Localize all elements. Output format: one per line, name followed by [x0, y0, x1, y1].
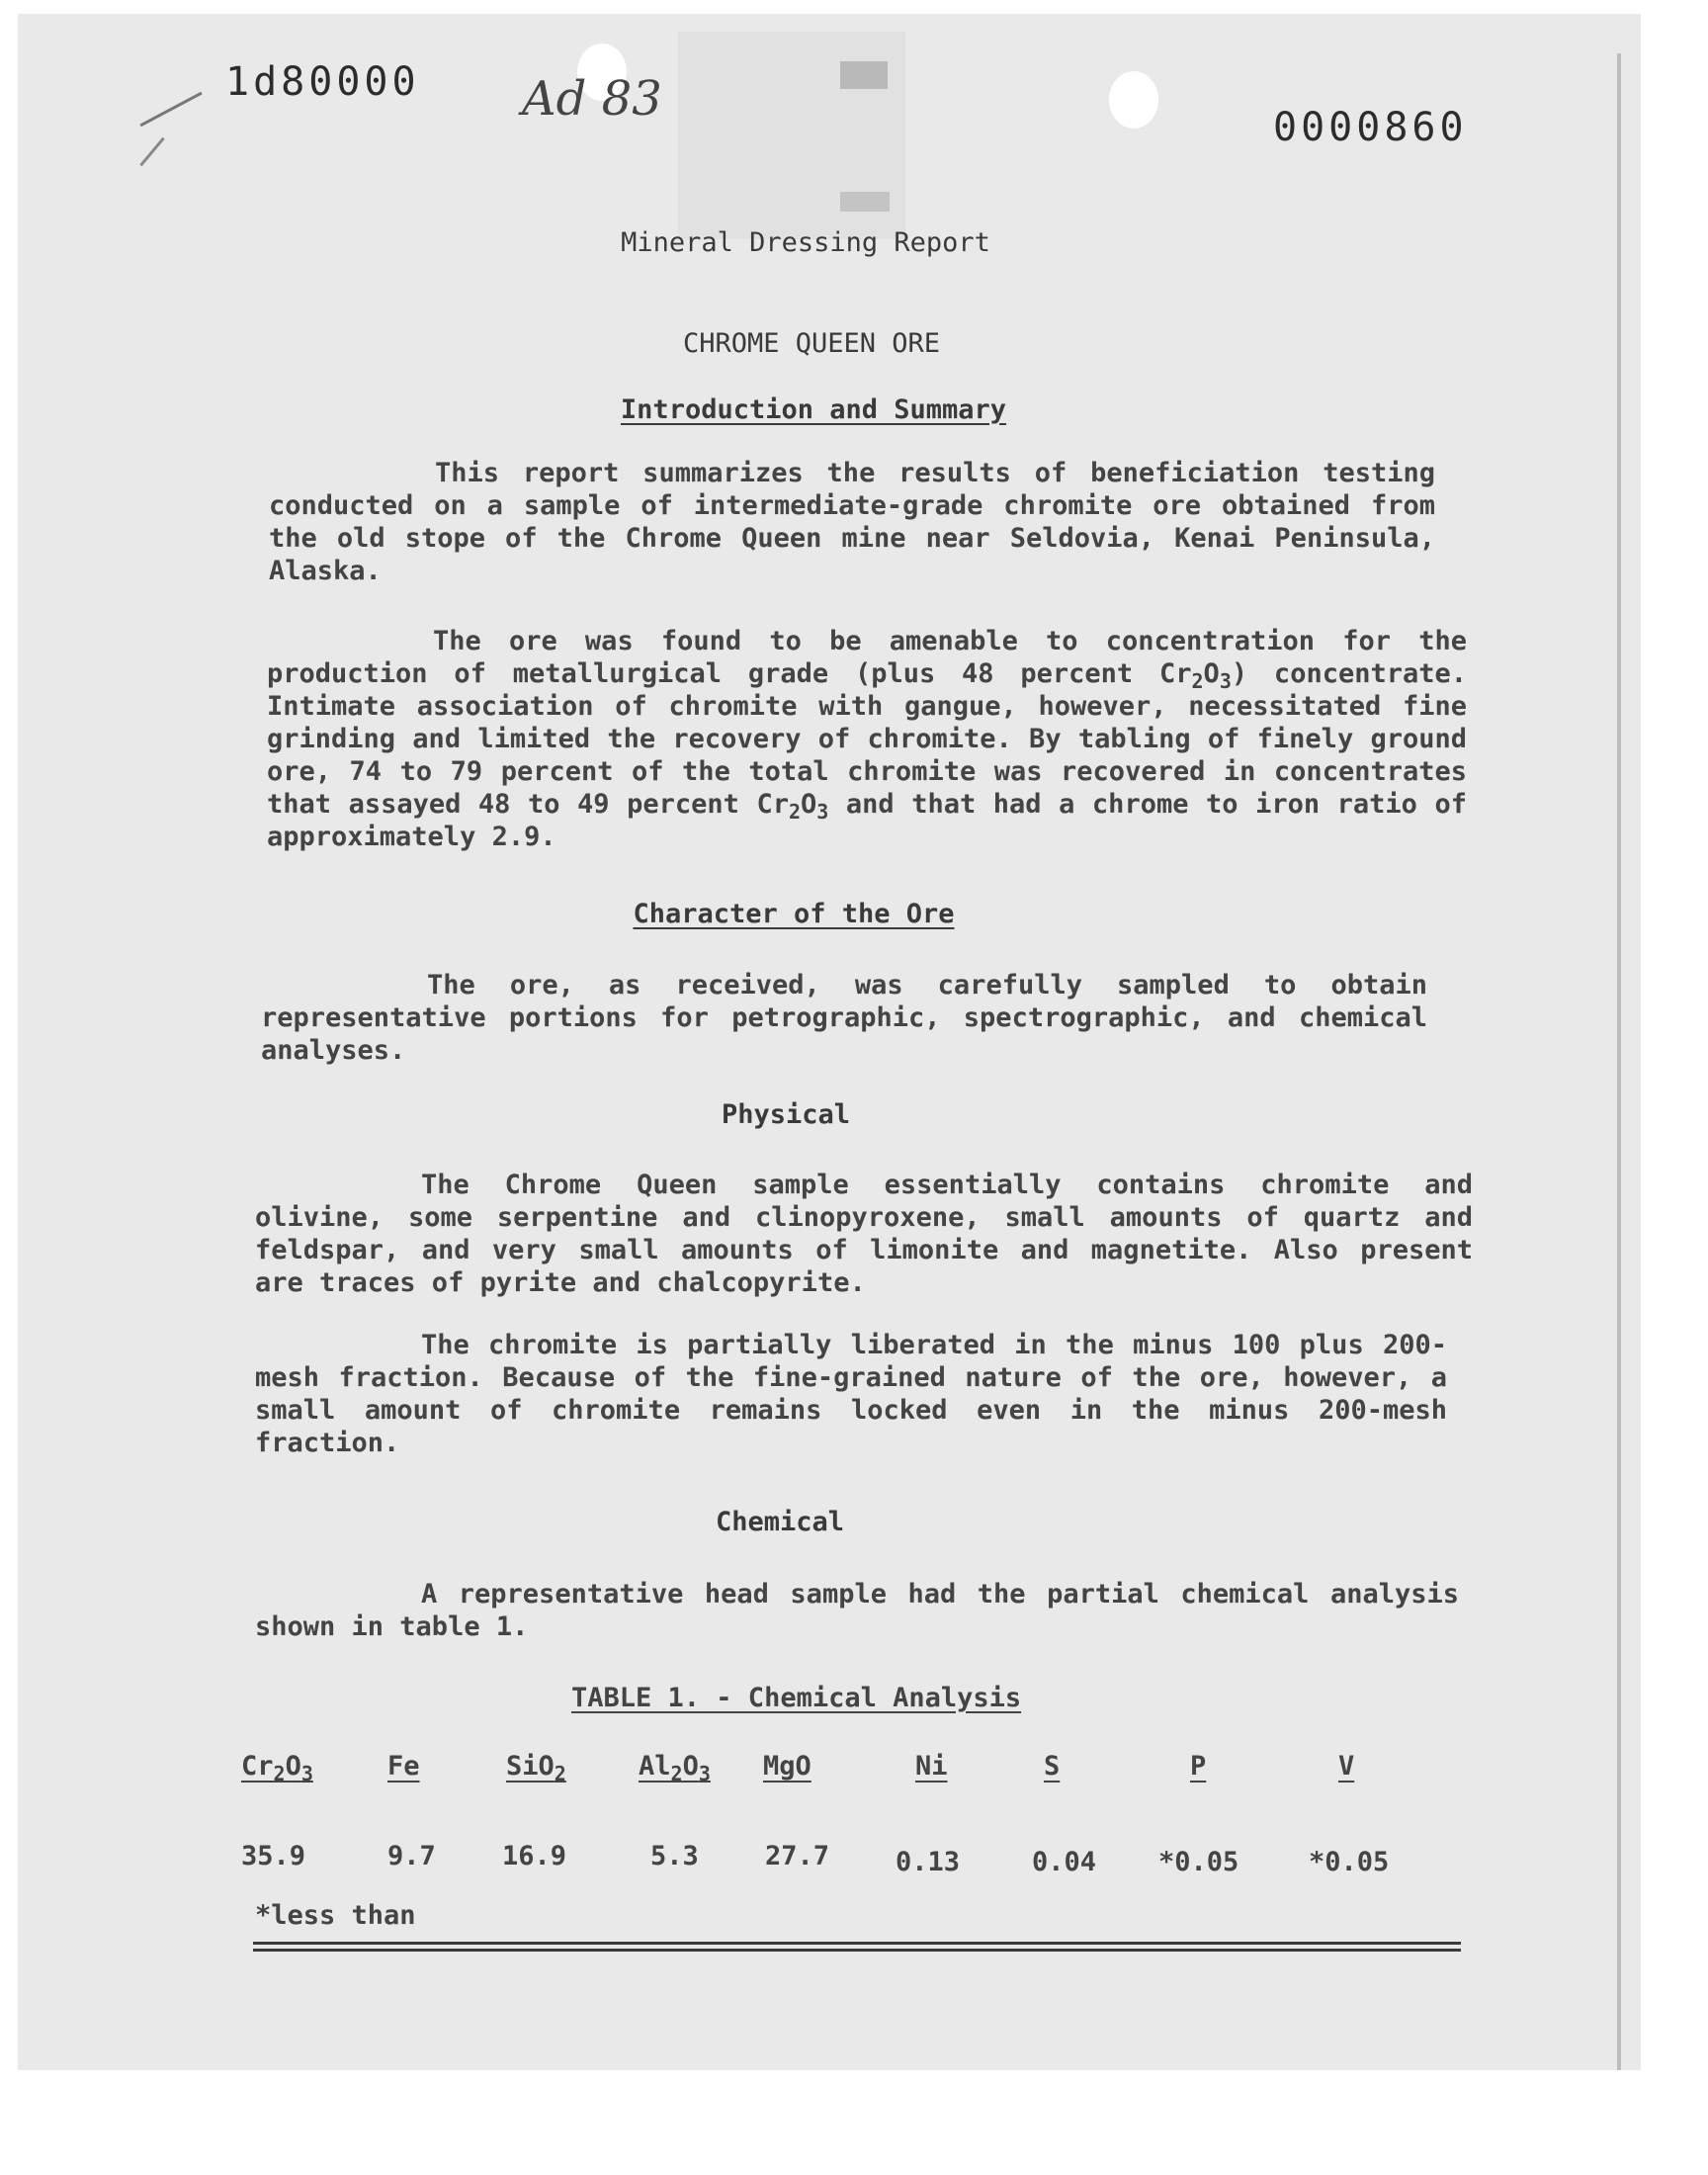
table-title: TABLE 1. - Chemical Analysis: [571, 1683, 1022, 1713]
report-title: Mineral Dressing Report: [621, 227, 990, 258]
table-footnote: *less than: [255, 1900, 416, 1931]
table-cell: 5.3: [650, 1841, 699, 1871]
table-header-mgo: MgO: [763, 1751, 811, 1782]
scan-smudge: [840, 192, 890, 212]
punch-hole: [1109, 71, 1158, 129]
section-heading-physical: Physical: [721, 1099, 851, 1130]
table-header-cr2o3: $Cr_2O_3$: [241, 1751, 313, 1785]
table-cell: 27.7: [765, 1841, 830, 1871]
pencil-mark: [139, 137, 164, 167]
ore-name-heading: CHROME QUEEN ORE: [682, 328, 941, 359]
pencil-mark: [139, 92, 202, 128]
table-header-sio2: SiO$_2$: [506, 1751, 566, 1785]
section-heading-chemical: Chemical: [715, 1507, 845, 1537]
section-heading-character: Character of the Ore: [633, 899, 955, 929]
table-header-ni: Ni: [915, 1751, 948, 1782]
intro-paragraph-1: This report summarizes the results of beneficiation testing conducted on a sample of intermediate-grade chromite ore obtained from the old stope of the Chrome Queen mine near Seldovia, Kenai Peninsula, Alaska.: [269, 458, 1435, 586]
table-cell: 0.04: [1032, 1847, 1097, 1877]
physical-paragraph-1: The Chrome Queen sample essentially contains chromite and olivine, some serpentine and clinopyroxene, small amounts of quartz and feldspar, and very small amounts of limonite and magnetite. Also present are traces of pyrite and chalcopyrite.: [255, 1170, 1473, 1298]
chemical-paragraph: A representative head sample had the partial chemical analysis shown in table 1.: [255, 1579, 1459, 1642]
section-heading-intro: Introduction and Summary: [620, 394, 1007, 425]
physical-paragraph-2: The chromite is partially liberated in the minus 100 plus 200-mesh fraction. Because of the fine-grained nature of the ore, however, a small amount of chromite remains locked even in the minus 200-mesh fraction.: [255, 1330, 1447, 1458]
document-page: [18, 14, 1641, 2070]
table-cell: 35.9: [241, 1841, 306, 1871]
double-rule-top: [253, 1942, 1461, 1945]
double-rule-bottom: [253, 1949, 1461, 1952]
table-header-s: S: [1044, 1751, 1061, 1782]
table-cell: 0.13: [896, 1847, 961, 1877]
stamp-number-left: 1d80000: [225, 59, 420, 105]
stamp-number-right: 0000860: [1273, 105, 1468, 150]
table-cell: 9.7: [387, 1841, 436, 1871]
table-cell: *0.05: [1309, 1847, 1390, 1877]
handwritten-annotation: Ad 83: [522, 71, 662, 127]
table-header-v: V: [1338, 1751, 1355, 1782]
scan-smudge: [840, 61, 888, 89]
table-header-fe: Fe: [387, 1751, 420, 1782]
intro-paragraph-2: The ore was found to be amenable to concentration for the production of metallurgical grade (plus 48 percent $Cr_2O_3$) concentrate. Intimate association of chromite with gangue, however, necessitated fine grinding and limited the recovery of chromite. By tabling of finely ground ore, 74 to 79 percent of the total chromite was recovered in concentrates that assayed 48 to 49 percent $Cr_2O_3$ and that had a chrome to iron ratio of approximately 2.9.: [267, 626, 1468, 852]
table-header-al2o3: $Al_2O_3$: [639, 1751, 711, 1785]
character-paragraph: The ore, as received, was carefully sampled to obtain representative portions for petrographic, spectrographic, and chemical analyses.: [261, 970, 1427, 1066]
table-cell: 16.9: [502, 1841, 567, 1871]
table-cell: *0.05: [1158, 1847, 1239, 1877]
table-header-p: P: [1190, 1751, 1207, 1782]
